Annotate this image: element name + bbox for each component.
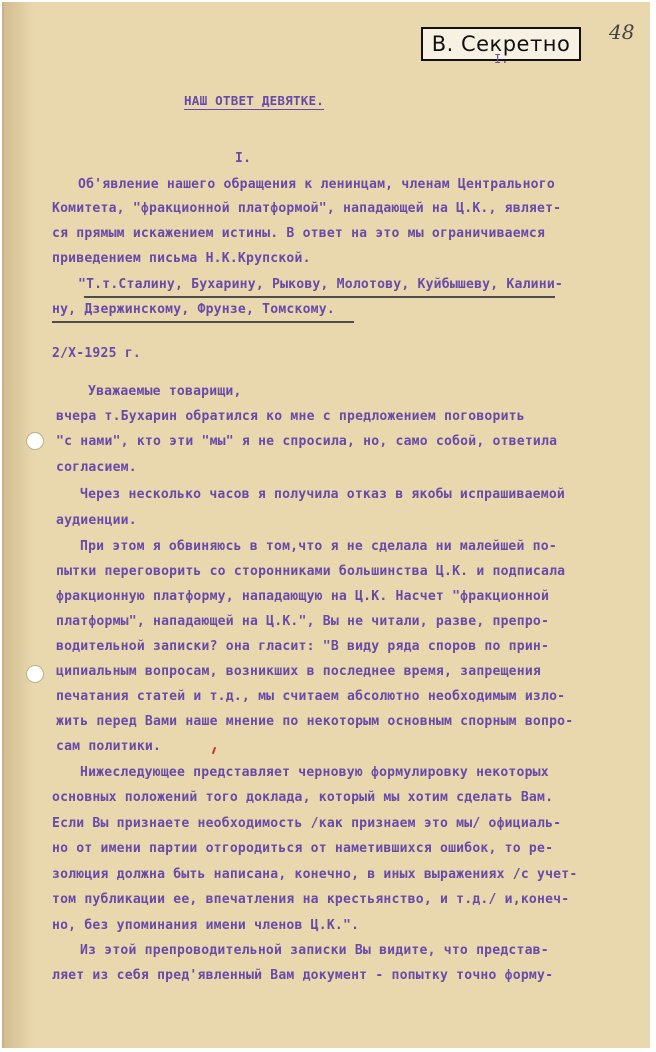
text-line: пытки переговорить со сторонниками большинства Ц.К. и подписала (56, 564, 566, 579)
text-line: Уважаемые товарищи, (88, 384, 242, 399)
text-line: Из этой препроводительной записки Вы видите, что представ- (80, 943, 549, 958)
text-line: основных положений того доклада, который мы хотим сделать Вам. (52, 790, 554, 805)
folio-number: 48 (609, 20, 635, 44)
stamp-label: В. Секретно (431, 32, 571, 56)
text-line: жить перед Вами наше мнение по некоторым основным спорным вопро- (56, 714, 574, 729)
text-line: "с нами", кто эти "мы" я не спросила, но, само собой, ответила (56, 434, 558, 449)
text-line: согласием. (56, 460, 137, 475)
text-line: том публикации ее, впечатления на крестьянство, и т.д./ и,конеч- (52, 892, 570, 907)
text-line: ну, Дзержинскому, Фрунзе, Томскому. (52, 302, 335, 317)
underline-mark (84, 296, 555, 298)
text-line: ся прямым искажением истины. В ответ на это мы ограничиваемся (52, 226, 546, 241)
section-number: I. (235, 151, 252, 166)
text-line: аудиенции. (56, 513, 137, 528)
text-line: Об'явление нашего обращения к ленинцам, членам Центрального (78, 177, 555, 192)
text-line: но от имени партии отгородиться от наметившихся ошибок, то ре- (52, 841, 554, 856)
punch-hole (26, 432, 44, 450)
text-line: Комитета, "фракционной платформой", нападающей на Ц.К., являет- (52, 201, 562, 216)
text-line: При этом я обвиняюсь в том,что я не сделала ни малейшей по- (80, 539, 557, 554)
punch-hole (26, 665, 44, 683)
text-line: водительной записки? она гласит: "В виду ряда споров по прин- (56, 639, 550, 654)
text-line: ляет из себя пред'явленный Вам документ - попытку точно форму- (52, 968, 554, 983)
page-number: I. (494, 52, 509, 66)
text-line: сам политики. (56, 739, 162, 754)
document-title: НАШ ОТВЕТ ДЕВЯТКЕ. (184, 93, 325, 108)
text-line: золюция должна быть написана, конечно, в иных выражениях /с учет- (52, 867, 578, 882)
text-line: но, без упоминания имени членов Ц.К.". (52, 918, 360, 933)
text-line: Нижеследующее представляет черновую формулировку некоторых (80, 765, 549, 780)
text-line: приведением письма Н.К.Крупской. (52, 251, 311, 266)
text-line: вчера т.Бухарин обратился ко мне с предложением поговорить (56, 409, 525, 424)
text-line: Если Вы признаете необходимость /как признаем это мы/ официаль- (52, 816, 562, 831)
text-line: 2/Х-1925 г. (52, 346, 141, 361)
text-line: платформы", нападающей на Ц.К.", Вы не читали, разве, препро- (56, 614, 550, 629)
text-line: ципиальным вопросам, возникших в последнее время, запрещения (56, 664, 541, 679)
text-line: Через несколько часов я получила отказ в якобы испрашиваемой (80, 487, 565, 502)
page-edge-shadow (4, 2, 34, 1048)
text-line: "Т.т.Сталину, Бухарину, Рыкову, Молотову, Куйбышеву, Калини- (78, 277, 563, 292)
underline-mark (52, 321, 354, 323)
text-line: фракционную платформу, нападающую на Ц.К. Насчет "фракционной (56, 589, 550, 604)
text-line: печатания статей и т.д., мы считаем абсолютно необходимым изло- (56, 689, 566, 704)
